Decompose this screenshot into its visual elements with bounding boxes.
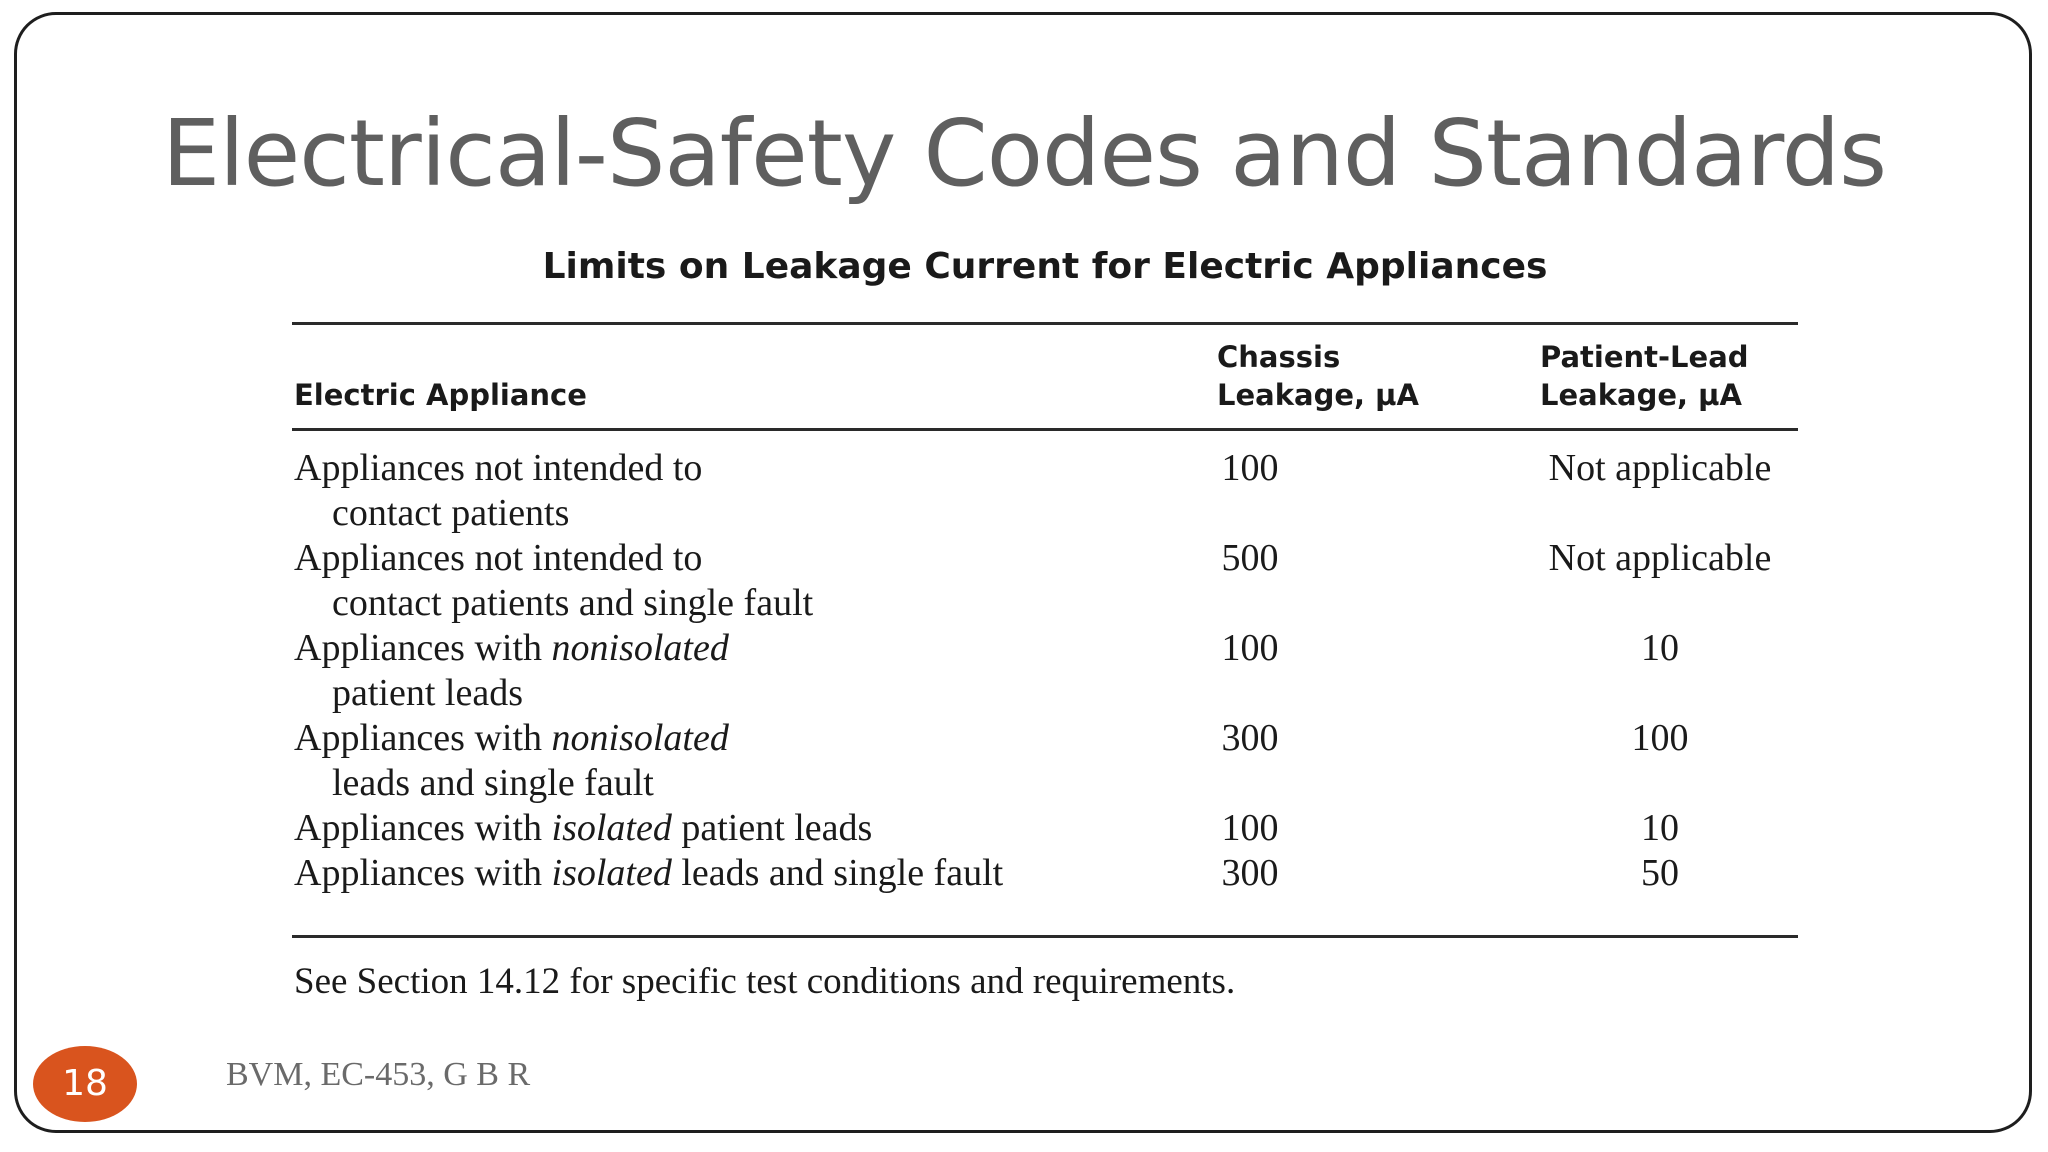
cell-appliance (294, 806, 1194, 851)
appliance-text: Appliances with (294, 852, 552, 894)
page-number-badge: 18 (33, 1046, 137, 1122)
appliance-text: Appliances with (294, 627, 552, 669)
table-footnote: See Section 14.12 for specific test conditions and requirements. (294, 961, 1236, 1002)
cell-chassis: 300 (1221, 852, 1279, 894)
cell-patient-lead: 100 (1631, 717, 1689, 759)
cell-appliance (294, 851, 1194, 896)
leakage-table (290, 212, 1800, 1032)
cell-appliance (294, 446, 1194, 536)
table-header-rule (292, 428, 1798, 431)
appliance-text-line2: contact patients (332, 492, 570, 534)
slide-title: Electrical-Safety Codes and Standards (161, 100, 1887, 207)
header-chassis-line1: Chassis (1217, 340, 1341, 374)
appliance-text-tail: leads and single fault (671, 852, 1004, 894)
table-top-rule (292, 322, 1798, 325)
appliance-text-line2: contact patients and single fault (332, 582, 814, 624)
appliance-text-line2: patient leads (332, 672, 523, 714)
header-chassis-line2: Leakage, µA (1217, 378, 1419, 412)
appliance-emphasis: nonisolated (551, 627, 729, 669)
cell-patient-lead: Not applicable (1548, 537, 1772, 579)
cell-patient-lead: 10 (1641, 807, 1679, 849)
header-chassis-leakage (1217, 338, 1419, 414)
cell-chassis: 100 (1221, 447, 1279, 489)
appliance-text: Appliances not intended to (294, 537, 703, 579)
cell-appliance (294, 626, 1194, 716)
cell-patient-lead: 10 (1641, 627, 1679, 669)
table-caption: Limits on Leakage Current for Electric Appliances (542, 246, 1548, 287)
appliance-text: Appliances with (294, 807, 552, 849)
appliance-text: Appliances with (294, 717, 552, 759)
header-electric-appliance: Electric Appliance (294, 378, 587, 412)
appliance-emphasis: isolated (551, 807, 672, 849)
appliance-text-tail: patient leads (671, 807, 873, 849)
cell-patient-lead: Not applicable (1548, 447, 1772, 489)
cell-chassis: 100 (1221, 807, 1279, 849)
header-patient-line1: Patient-Lead (1540, 340, 1749, 374)
cell-chassis: 100 (1221, 627, 1279, 669)
table-bottom-rule (292, 935, 1798, 938)
header-patient-line2: Leakage, µA (1540, 378, 1742, 412)
slide-footer: BVM, EC-453, G B R (226, 1056, 531, 1093)
appliance-emphasis: nonisolated (551, 717, 729, 759)
appliance-text-line2: leads and single fault (332, 762, 654, 804)
cell-chassis: 500 (1221, 537, 1279, 579)
cell-appliance (294, 536, 1194, 626)
cell-chassis: 300 (1221, 717, 1279, 759)
appliance-text: Appliances not intended to (294, 447, 703, 489)
cell-patient-lead: 50 (1641, 852, 1679, 894)
appliance-emphasis: isolated (551, 852, 672, 894)
cell-appliance (294, 716, 1194, 806)
header-patient-lead-leakage (1540, 338, 1749, 414)
